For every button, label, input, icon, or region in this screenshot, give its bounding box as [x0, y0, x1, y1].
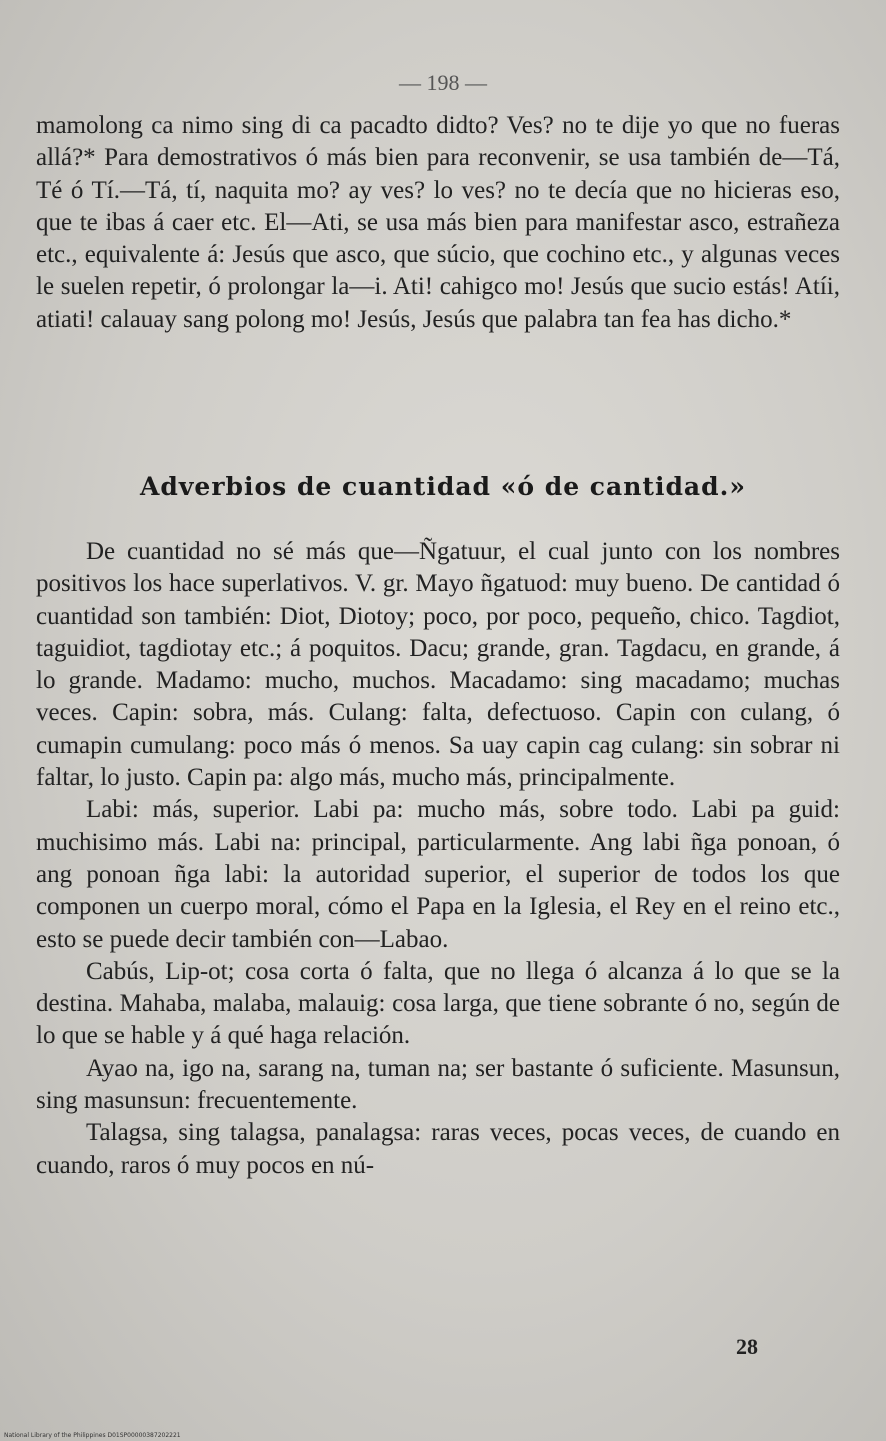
body-paragraph: Ayao na, igo na, sarang na, tuman na; ser bastante ó suficiente. Masunsun, sing masunsun: frecuentemente.: [36, 1054, 840, 1115]
signature-mark: 28: [736, 1334, 758, 1359]
section-heading: Adverbios de cuantidad «ó de cantidad.»: [140, 472, 746, 501]
section-body: [36, 536, 840, 1182]
intro-paragraph: [36, 110, 840, 336]
intro-text: mamolong ca nimo sing di ca pacadto didto? Ves? no te dije yo que no fueras allá?* Para demostrativos ó más bien para reconvenir, se usa también de—Tá, Té ó Tí.—Tá, tí, naquita mo? ay ves? lo ves? no te decía que no hicieras eso, que te ibas á caer etc. El—Ati, se usa más bien para manifestar asco, estrañeza etc., equivalente á: Jesús que asco, que súcio, que cochino etc., y algunas veces le suelen repetir, ó prolongar la—i. Ati! cahigco mo! Jesús que sucio estás! Atíi, atiati! calauay sang polong mo! Jesús, Jesús que palabra tan fea has dicho.*: [36, 112, 840, 333]
body-paragraph: Labi: más, superior. Labi pa: mucho más, sobre todo. Labi pa guid: muchisimo más. Labi na: principal, particularmente. Ang labi ñga ponoan, ó ang ponoan ñga labi: la autoridad superior, el superior de todos los que componen un cuerpo moral, cómo el Papa en la Iglesia, el Rey en el reino etc., esto se puede decir también con—Labao.: [36, 796, 840, 953]
body-paragraph: De cuantidad no sé más que—Ñgatuur, el cual junto con los nombres positivos los hace superlativos. V. gr. Mayo ñgatuod: muy bueno. De cantidad ó cuantidad son también: Diot, Diotoy; poco, por poco, pequeño, chico. Tagdiot, taguidiot, tagdiotay etc.; á poquitos. Dacu; grande, gran. Tagdacu, en grande, á lo grande. Madamo: mucho, muchos. Macadamo: sing macadamo; muchas veces. Capin: sobra, más. Culang: falta, defectuoso. Capin con culang, ó cumapin cumulang: poco más ó menos. Sa uay capin cag culang: sin sobrar ni faltar, lo justo. Capin pa: algo más, mucho más, principalmente.: [36, 538, 840, 792]
library-footer: National Library of the Philippines D01SP00000387202221: [4, 1432, 181, 1439]
body-paragraph: Cabús, Lip-ot; cosa corta ó falta, que no llega ó alcanza á lo que se la destina. Mahaba, malaba, malauig: cosa larga, que tiene sobrante ó no, según de lo que se hable y á qué haga relación.: [36, 957, 840, 1050]
page-number: — 198 —: [399, 70, 487, 95]
body-paragraph: Talagsa, sing talagsa, panalagsa: raras veces, pocas veces, de cuando en cuando, raros ó muy pocos en nú-: [36, 1119, 840, 1179]
